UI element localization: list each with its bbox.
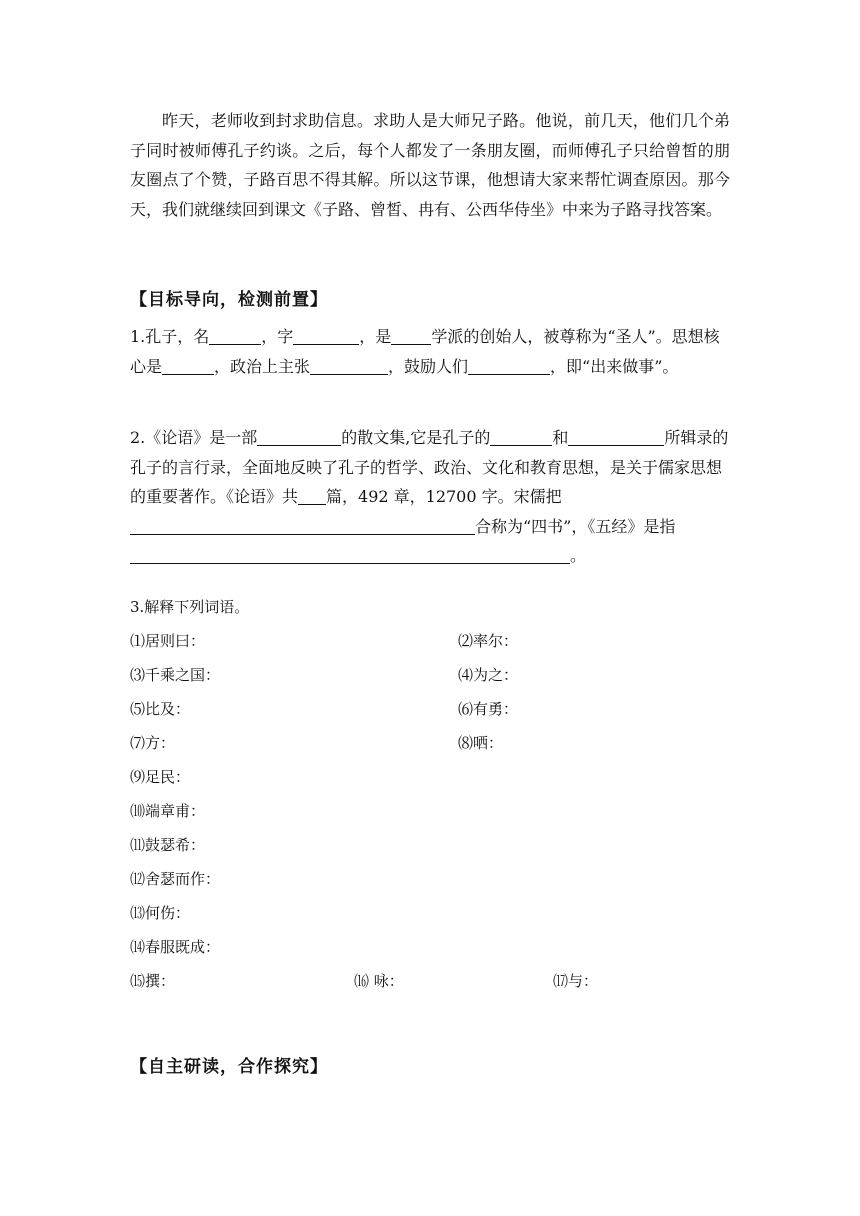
q2-text-3: 和	[552, 428, 569, 447]
term-item: ⒂撰：	[130, 972, 176, 990]
answer-blank[interactable]	[130, 545, 570, 564]
answer-blank[interactable]	[298, 486, 326, 505]
term-item: ⑽端章甫：	[130, 802, 206, 820]
answer-blank[interactable]	[162, 356, 214, 375]
term-item: ⑷为之：	[458, 666, 519, 684]
answer-blank[interactable]	[568, 427, 664, 446]
term-item: ⑶千乘之国：	[130, 666, 221, 684]
q2-text-7: 。	[570, 546, 587, 566]
q2-text-5: 篇，492 章，12700 字。宋儒把	[326, 487, 562, 507]
term-item: ⑵率尔：	[458, 632, 519, 650]
section-heading-goals: 【目标导向，检测前置】	[130, 290, 328, 310]
q2-text-2: 的散文集,它是孔子的	[341, 428, 491, 447]
q1-text-6: ，鼓励人们	[388, 356, 469, 376]
term-item: ⒄与：	[553, 972, 599, 990]
answer-blank[interactable]	[391, 326, 431, 345]
term-item: ⑻哂：	[458, 734, 504, 752]
term-item: ⒀何伤：	[130, 904, 191, 922]
section-heading-study: 【自主研读，合作探究】	[130, 1057, 328, 1077]
question-3-title: 3.解释下列词语。	[130, 598, 250, 616]
q1-text-5: ，政治上主张	[214, 356, 311, 376]
q2-text-6: 合称为“四书”，《五经》是指	[475, 516, 676, 536]
answer-blank[interactable]	[293, 326, 359, 345]
term-item: ⑹有勇：	[458, 700, 519, 718]
answer-blank[interactable]	[310, 356, 388, 375]
q1-text-2: ，字	[261, 327, 294, 346]
term-item: ⑺方：	[130, 734, 176, 752]
answer-blank[interactable]	[209, 326, 261, 345]
term-item: ⑴居则曰：	[130, 632, 206, 650]
term-item: ⒁春服既成：	[130, 938, 221, 956]
term-item: ⑿舍瑟而作：	[130, 870, 221, 888]
intro-paragraph: 昨天，老师收到封求助信息。求助人是大师兄子路。他说，前几天，他们几个弟子同时被师傅孔子约谈。之后，每个人都发了一条朋友圈，而师傅孔子只给曾皙的朋友圈点了个赞，子路百思不得其解。所以这节课，他想请大家来帮忙调查原因。那今天，我们就继续回到课文《子路、曾皙、冉有、公西华侍坐》中来为子路寻找答案。	[130, 111, 730, 219]
q1-text-7: ，即“出来做事”。	[550, 356, 679, 376]
term-item: ⑼足民：	[130, 768, 191, 786]
q2-text-4: 所辑录的孔子的言行录，全面地反映了孔子的哲学、政治、文化和教育思想，是关于儒家思想的重要著作。《论语》共	[130, 428, 729, 507]
q2-text-1: 2.《论语》是一部	[130, 428, 258, 447]
term-item: ⑸比及：	[130, 700, 191, 718]
term-item: ⒃ 咏：	[354, 972, 404, 990]
q1-text-1: 1.孔子，名	[130, 327, 210, 346]
q1-text-3: ，是	[359, 327, 392, 346]
answer-blank[interactable]	[257, 427, 341, 446]
question-2	[130, 423, 730, 571]
q1-text-4: 学派的创始人，被尊称为“圣人”。思想核心是	[130, 327, 720, 376]
question-1	[130, 322, 730, 381]
answer-blank[interactable]	[130, 516, 475, 535]
term-item: ⑾鼓瑟希：	[130, 836, 206, 854]
answer-blank[interactable]	[490, 427, 552, 446]
answer-blank[interactable]	[468, 356, 550, 375]
